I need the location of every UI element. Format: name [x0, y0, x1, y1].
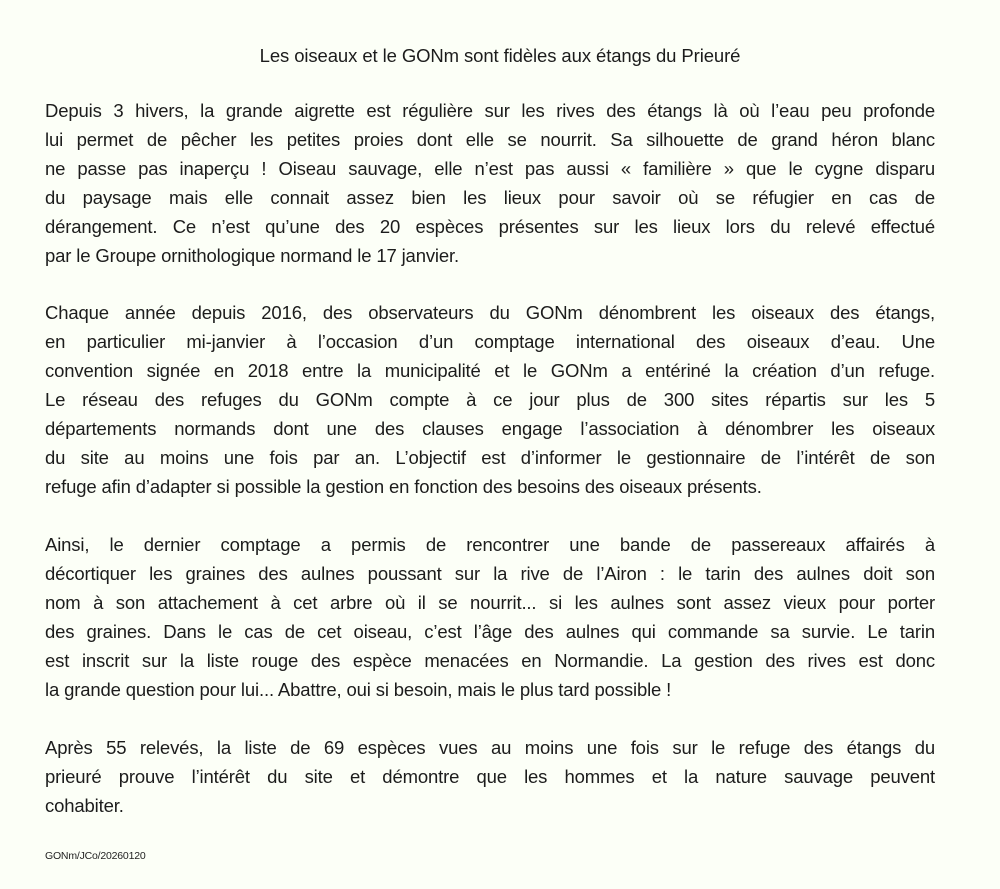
paragraph-annual-count: [45, 298, 935, 501]
paragraph-line: dérangement. Ce n’est qu’une des 20 espèces présentes sur les lieux lors du relevé effectué: [45, 216, 935, 237]
paragraph-line: convention signée en 2018 entre la municipalité et le GONm a entériné la création d’un refuge.: [45, 360, 935, 381]
paragraph-line: des graines. Dans le cas de cet oiseau, c’est l’âge des aulnes qui commande sa survie. Le tarin: [45, 621, 935, 642]
paragraph-line: la grande question pour lui... Abattre, oui si besoin, mais le plus tard possible !: [45, 679, 672, 700]
paragraph-line: du paysage mais elle connait assez bien les lieux pour savoir où se réfugier en cas de: [45, 187, 935, 208]
paragraph-line: départements normands dont une des clauses engage l’association à dénombrer les oiseaux: [45, 418, 935, 439]
paragraph-line: refuge afin d’adapter si possible la gestion en fonction des besoins des oiseaux présents.: [45, 476, 762, 497]
paragraph-line: en particulier mi-janvier à l’occasion d’un comptage international des oiseaux d’eau. Une: [45, 331, 935, 352]
paragraph-line: par le Groupe ornithologique normand le 17 janvier.: [45, 245, 460, 266]
paragraph-line: ne passe pas inaperçu ! Oiseau sauvage, elle n’est pas aussi « familière » que le cygne disparu: [45, 158, 935, 179]
paragraph-line: nom à son attachement à cet arbre où il se nourrit... si les aulnes sont assez vieux pour porter: [45, 592, 935, 613]
paragraph-line: Après 55 relevés, la liste de 69 espèces vues au moins une fois sur le refuge des étangs du: [45, 737, 935, 758]
document-reference: GONm/JCo/20260120: [45, 850, 146, 862]
paragraph-line: Chaque année depuis 2016, des observateurs du GONm dénombrent les oiseaux des étangs,: [45, 302, 935, 323]
paragraph-line: Ainsi, le dernier comptage a permis de rencontrer une bande de passereaux affairés à: [45, 534, 935, 555]
paragraph-line: lui permet de pêcher les petites proies dont elle se nourrit. Sa silhouette de grand héron blanc: [45, 129, 935, 150]
document-title: Les oiseaux et le GONm sont fidèles aux étangs du Prieuré: [259, 45, 741, 66]
paragraph-line: Depuis 3 hivers, la grande aigrette est régulière sur les rives des étangs là où l’eau peu profonde: [45, 100, 935, 121]
paragraph-line: décortiquer les graines des aulnes poussant sur la rive de l’Airon : le tarin des aulnes doit son: [45, 563, 935, 584]
paragraph-siskin: [45, 530, 935, 704]
paragraph-line: cohabiter.: [45, 795, 124, 816]
paragraph-great-egret: [45, 96, 935, 270]
paragraph-line: du site au moins une fois par an. L’objectif est d’informer le gestionnaire de l’intérêt de son: [45, 447, 935, 468]
paragraph-conclusion: [45, 733, 935, 820]
paragraph-line: est inscrit sur la liste rouge des espèce menacées en Normandie. La gestion des rives est donc: [45, 650, 935, 671]
paragraph-line: Le réseau des refuges du GONm compte à ce jour plus de 300 sites répartis sur les 5: [45, 389, 935, 410]
paragraph-line: prieuré prouve l’intérêt du site et démontre que les hommes et la nature sauvage peuvent: [45, 766, 935, 787]
